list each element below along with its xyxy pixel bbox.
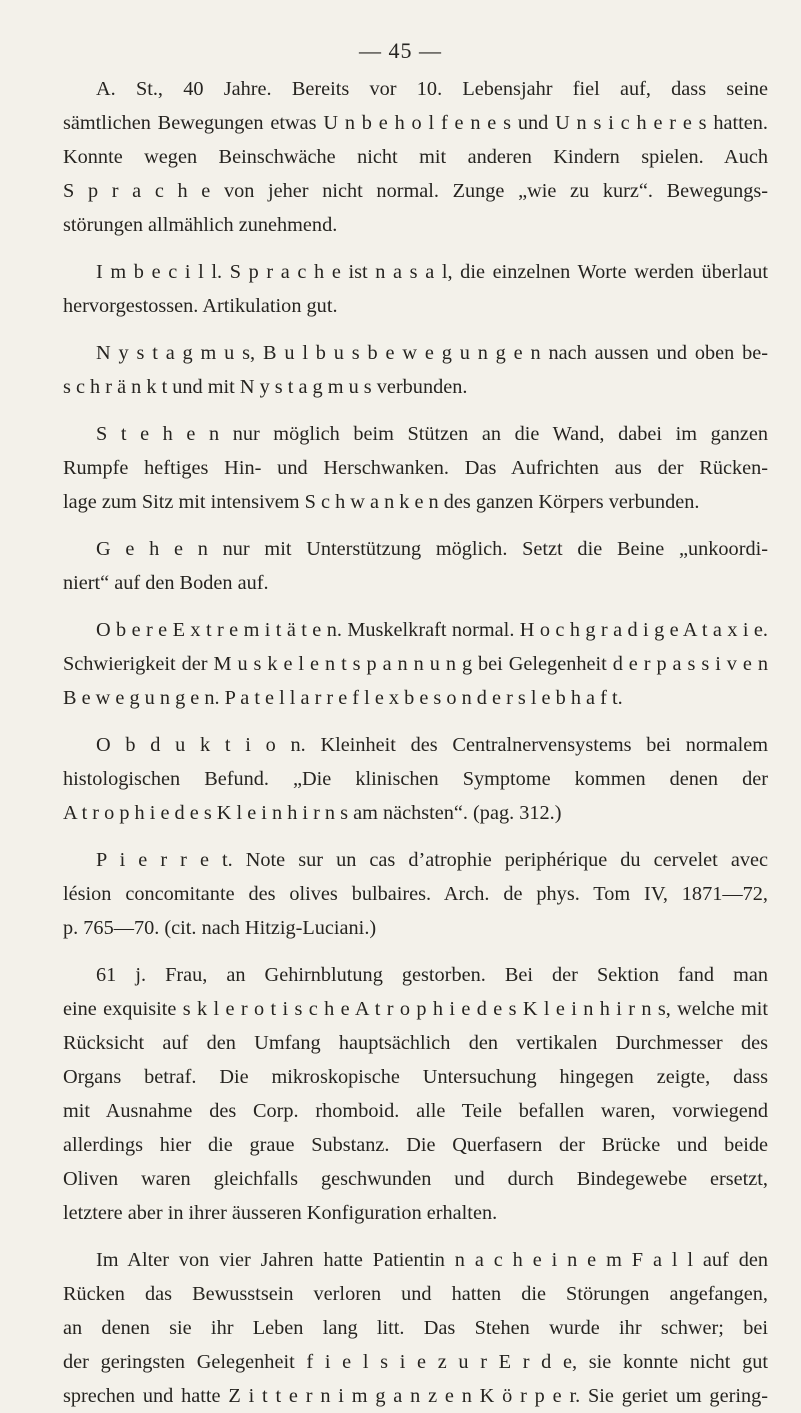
text-line: eine exquisite s k l e r o t i s c h e A t r o p h i e d e s K l e i n h i r n s, welche mit bbox=[63, 998, 768, 1020]
paragraph bbox=[63, 1243, 768, 1413]
text-line: lage zum Sitz mit intensivem S c h w a n k e n des ganzen Körpers verbunden. bbox=[63, 491, 700, 513]
text-line: Rücken das Bewusstsein verloren und hatten die Störungen angefangen, bbox=[63, 1283, 768, 1305]
paragraph bbox=[63, 72, 768, 242]
text-line: S t e h e n nur möglich beim Stützen an die Wand, dabei im ganzen bbox=[96, 423, 768, 445]
paragraph-gap bbox=[63, 715, 768, 728]
paragraph-gap bbox=[63, 404, 768, 417]
text-line: Rücksicht auf den Umfang hauptsächlich den vertikalen Durchmesser des bbox=[63, 1032, 768, 1054]
paragraph-gap bbox=[63, 323, 768, 336]
text-line: störungen allmählich zunehmend. bbox=[63, 214, 338, 236]
text-line: mit Ausnahme des Corp. rhomboid. alle Teile befallen waren, vorwiegend bbox=[63, 1100, 768, 1122]
text-line: Rumpfe heftiges Hin- und Herschwanken. Das Aufrichten aus der Rücken- bbox=[63, 457, 768, 479]
text-line: sprechen und hatte Z i t t e r n i m g a n z e n K ö r p e r. Sie geriet um gering- bbox=[63, 1385, 768, 1407]
text-line: Im Alter von vier Jahren hatte Patientin n a c h e i n e m F a l l auf den bbox=[96, 1249, 768, 1271]
text-line: P i e r r e t. Note sur un cas d’atrophie periphérique du cervelet avec bbox=[96, 849, 768, 871]
text-line: hervorgestossen. Artikulation gut. bbox=[63, 295, 338, 317]
paragraph-gap bbox=[63, 600, 768, 613]
paragraph bbox=[63, 613, 768, 715]
body-text bbox=[63, 72, 768, 1413]
text-line: letztere aber in ihrer äusseren Konfiguration erhalten. bbox=[63, 1202, 498, 1224]
text-line: I m b e c i l l. S p r a c h e ist n a s a l, die einzelnen Worte werden überlaut bbox=[96, 261, 768, 283]
paragraph-gap bbox=[63, 1230, 768, 1243]
paragraph-gap bbox=[63, 945, 768, 958]
text-line: Schwierigkeit der M u s k e l e n t s p a n n u n g bei Gelegenheit d e r p a s s i v e n bbox=[63, 653, 768, 675]
text-line: S p r a c h e von jeher nicht normal. Zunge „wie zu kurz“. Bewegungs- bbox=[63, 180, 768, 202]
text-line: O b d u k t i o n. Kleinheit des Centralnervensystems bei normalem bbox=[96, 734, 768, 756]
paragraph bbox=[63, 843, 768, 945]
text-line: N y s t a g m u s, B u l b u s b e w e g u n g e n nach aussen und oben be- bbox=[96, 342, 768, 364]
text-line: A. St., 40 Jahre. Bereits vor 10. Lebensjahr fiel auf, dass seine bbox=[96, 78, 768, 100]
text-line: Organs betraf. Die mikroskopische Untersuchung hingegen zeigte, dass bbox=[63, 1066, 768, 1088]
text-line: lésion concomitante des olives bulbaires. Arch. de phys. Tom IV, 1871—72, bbox=[63, 883, 768, 905]
text-line: sämtlichen Bewegungen etwas U n b e h o l f e n e s und U n s i c h e r e s hatten. bbox=[63, 112, 768, 134]
page-number: — 45 — bbox=[359, 38, 442, 63]
text-line: histologischen Befund. „Die klinischen Symptome kommen denen der bbox=[63, 768, 768, 790]
paragraph bbox=[63, 532, 768, 600]
text-line: B e w e g u n g e n. P a t e l l a r r e f l e x b e s o n d e r s l e b h a f t. bbox=[63, 687, 623, 709]
text-line: 61 j. Frau, an Gehirnblutung gestorben. Bei der Sektion fand man bbox=[96, 964, 768, 986]
text-line: Oliven waren gleichfalls geschwunden und durch Bindegewebe ersetzt, bbox=[63, 1168, 768, 1190]
paragraph-gap bbox=[63, 830, 768, 843]
text-line: A t r o p h i e d e s K l e i n h i r n s am nächsten“. (pag. 312.) bbox=[63, 802, 562, 824]
text-line: niert“ auf den Boden auf. bbox=[63, 572, 269, 594]
paragraph bbox=[63, 958, 768, 1230]
text-line: G e h e n nur mit Unterstützung möglich. Setzt die Beine „unkoordi- bbox=[96, 538, 768, 560]
text-line: p. 765—70. (cit. nach Hitzig-Luciani.) bbox=[63, 917, 377, 939]
paragraph bbox=[63, 255, 768, 323]
paragraph-gap bbox=[63, 519, 768, 532]
text-line: Konnte wegen Beinschwäche nicht mit anderen Kindern spielen. Auch bbox=[63, 146, 768, 168]
text-line: s c h r ä n k t und mit N y s t a g m u s verbunden. bbox=[63, 376, 468, 398]
paragraph bbox=[63, 417, 768, 519]
text-line: allerdings hier die graue Substanz. Die Querfasern der Brücke und beide bbox=[63, 1134, 768, 1156]
text-line: an denen sie ihr Leben lang litt. Das Stehen wurde ihr schwer; bei bbox=[63, 1317, 768, 1339]
paragraph-gap bbox=[63, 242, 768, 255]
paragraph bbox=[63, 728, 768, 830]
text-line: O b e r e E x t r e m i t ä t e n. Muskelkraft normal. H o c h g r a d i g e A t a x i e. bbox=[96, 619, 768, 641]
text-line: der geringsten Gelegenheit f i e l s i e z u r E r d e, sie konnte nicht gut bbox=[63, 1351, 768, 1373]
paragraph bbox=[63, 336, 768, 404]
